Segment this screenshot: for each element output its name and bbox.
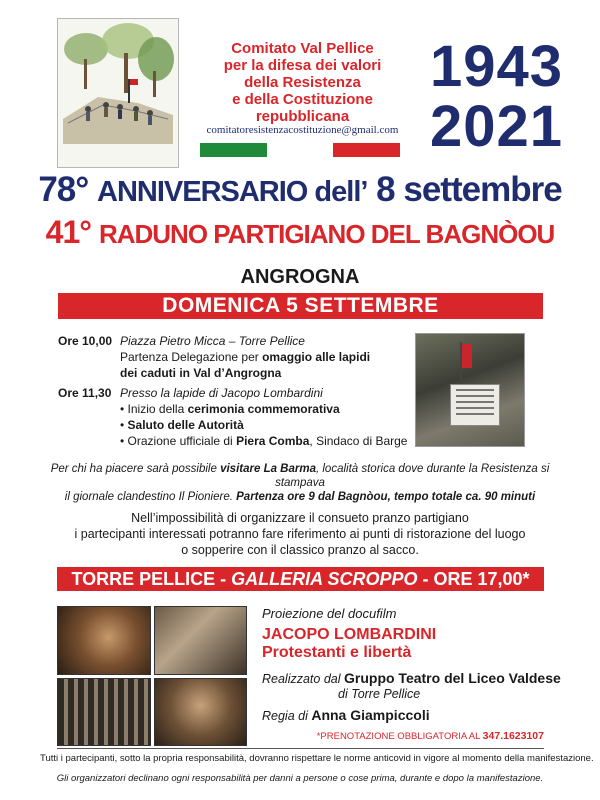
committee-line-4: e della Costituzione repubblicana (232, 91, 373, 125)
program-place: Piazza Pietro Micca – Torre Pellice (120, 334, 305, 348)
barma-note (50, 462, 550, 504)
footer-disclaimer: Gli organizzatori declinano ogni responsabilità per danni a persone o cose prima, durante e dopo la manifestazione. (56, 773, 544, 784)
booking-text: *PRENOTAZIONE OBBLIGATORIA AL (316, 731, 483, 742)
raduno-number: 41° (45, 214, 92, 250)
barma-bold-1: visitare La Barma (220, 463, 316, 475)
sketch-illustration (57, 18, 179, 168)
footer-divider (57, 748, 544, 749)
booking-note (300, 730, 544, 742)
program-place: Presso la lapide di Jacopo Lombardini (120, 386, 323, 400)
committee-name (190, 40, 415, 125)
bullet-item: • Orazione ufficiale di Piera Comba, Sindaco di Barge (120, 434, 408, 448)
film-title-line-2: Protestanti e libertà (262, 644, 412, 661)
memorial-photo (415, 333, 525, 447)
program-time: Ore 11,30 (58, 386, 112, 400)
event-city: TORRE PELLICE - (71, 569, 232, 589)
barma-text-2: , località storica dove durante la Resistenza si stampava (275, 463, 550, 489)
flag-red (333, 143, 400, 157)
film-photo-collage (57, 606, 247, 746)
event-venue: GALLERIA SCROPPO (231, 569, 418, 589)
raduno-title (0, 214, 600, 251)
barma-bold-2: Partenza ore 9 dal Bagnòou, tempo totale ca. 90 minuti (236, 491, 536, 503)
anniversary-date: 8 settembre (376, 170, 562, 209)
bullet-3-plain: Orazione ufficiale di (127, 434, 237, 448)
event-banner (57, 567, 544, 591)
bullet-3-bold: Piera Comba (236, 434, 310, 448)
bullet-1-bold: cerimonia commemorativa (187, 402, 340, 416)
italian-flag-bar (200, 143, 400, 157)
made-by-label: Realizzato dal (262, 672, 344, 686)
lunch-line-3: o sopperire con il classico pranzo al sacco. (181, 543, 419, 557)
bullet-1-plain: Inizio della (127, 402, 188, 416)
made-by: Gruppo Teatro del Liceo Valdese (344, 670, 561, 686)
barma-text-3: il giornale clandestino Il Pioniere. (64, 491, 237, 503)
film-photo (57, 678, 151, 747)
program-desc-plain: Partenza Delegazione per (120, 350, 263, 364)
anniversary-title (0, 170, 600, 210)
lunch-note (50, 510, 550, 558)
film-photo (57, 606, 151, 675)
anniversary-text: ANNIVERSARIO dell’ (97, 176, 368, 208)
memorial-plaque (450, 384, 500, 426)
program-time: Ore 10,00 (58, 334, 113, 348)
committee-email[interactable]: comitatoresistenzacostituzione@gmail.com (206, 124, 399, 136)
director-name: Anna Giampiccoli (311, 707, 430, 723)
program (58, 333, 408, 463)
booking-phone[interactable]: 347.1623107 (482, 730, 544, 742)
anniversary-number: 78° (38, 170, 89, 209)
bullet-3-tail: , Sindaco di Barge (309, 434, 408, 448)
bullet-item: • Saluto delle Autorità (120, 418, 244, 432)
location: ANGROGNA (240, 266, 360, 288)
film-photo (154, 678, 248, 747)
program-item (58, 333, 408, 381)
year-start: 1943 (430, 34, 564, 99)
made-by-place: di Torre Pellice (338, 687, 421, 701)
flag-green (200, 143, 267, 157)
lunch-line-2: i partecipanti interessati potranno fare riferimento ai punti di ristorazione del luogo (74, 527, 526, 541)
committee-line-1: Comitato Val Pellice (231, 40, 374, 57)
director-label: Regia di (262, 709, 312, 723)
event-time: - ORE 17,00* (417, 569, 530, 589)
year-end: 2021 (430, 94, 564, 159)
film-credits (262, 671, 561, 702)
flag-white (267, 143, 334, 157)
program-desc (120, 349, 408, 365)
film-projection-label: Proiezione del docufilm (262, 606, 397, 621)
raduno-text: RADUNO PARTIGIANO DEL BAGNÒOU (98, 219, 555, 249)
bullet-2-bold: Saluto delle Autorità (127, 418, 244, 432)
program-desc-bold: omaggio alle lapidi (262, 350, 371, 364)
committee-line-2: per la difesa dei valori (223, 57, 382, 74)
bullet-item: • Inizio della cerimonia commemorativa (120, 402, 340, 416)
film-title (262, 626, 436, 662)
sketch-drawing (58, 19, 178, 167)
date-banner: DOMENICA 5 SETTEMBRE (58, 293, 543, 319)
footer-covid-note: Tutti i partecipanti, sotto la propria responsabilità, dovranno rispettare le norme anticovid in vigore al momento della manifestazione. (40, 753, 594, 764)
program-item (58, 385, 408, 449)
film-title-line-1: JACOPO LOMBARDINI (262, 626, 437, 643)
lunch-line-1: Nell’impossibilità di organizzare il consueto pranzo partigiano (131, 511, 469, 525)
committee-line-3: della Resistenza (244, 74, 361, 91)
film-photo (154, 606, 248, 675)
red-flag (462, 344, 472, 368)
program-desc-bold-2: dei caduti in Val d’Angrogna (120, 366, 282, 380)
film-director (262, 707, 430, 723)
barma-text-1: Per chi ha piacere sarà possibile (50, 463, 221, 475)
